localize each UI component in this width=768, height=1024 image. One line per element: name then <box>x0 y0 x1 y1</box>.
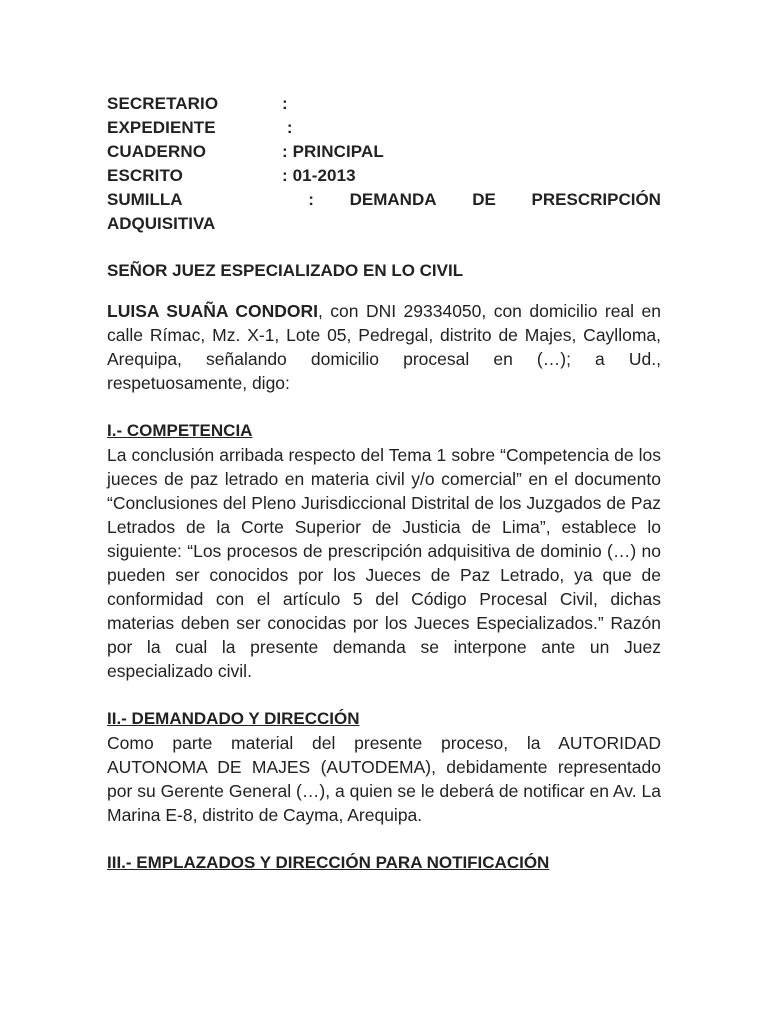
sumilla-word: PRESCRIPCIÓN <box>531 190 661 209</box>
header-value: : 01-2013 <box>282 166 356 185</box>
plaintiff-name: LUISA SUAÑA CONDORI <box>107 301 318 321</box>
header-value: : <box>282 118 293 137</box>
section-title-demandado: II.- DEMANDADO Y DIRECCIÓN <box>107 709 360 728</box>
document-page <box>107 92 661 875</box>
header-escrito <box>107 164 661 188</box>
section-body-demandado: Como parte material del presente proceso, la AUTORIDAD AUTONOMA DE MAJES (AUTODEMA), debidamente representado por su Gerente General (…), a quien se le deberá de notificar en Av. La Marina E-8, distrito de Cayma, Arequipa. <box>107 733 661 825</box>
header-key: ESCRITO <box>107 166 183 185</box>
header-cuaderno <box>107 140 661 164</box>
header-sumilla <box>107 188 661 212</box>
header-key: SECRETARIO <box>107 94 219 113</box>
addressee: SEÑOR JUEZ ESPECIALIZADO EN LO CIVIL <box>107 261 464 280</box>
sumilla-continuation: ADQUISITIVA <box>107 214 216 233</box>
header-value: : PRINCIPAL <box>282 142 384 161</box>
sumilla-word: DE <box>472 190 496 209</box>
header-key: CUADERNO <box>107 142 207 161</box>
section-title-competencia: I.- COMPETENCIA <box>107 421 253 440</box>
sumilla-word: DEMANDA <box>349 190 437 209</box>
intro-text: , con DNI 29334050, con domicilio real en calle Rímac, Mz. X-1, Lote 05, Pedregal, distrito de Majes, Caylloma, Arequipa, señalando domicilio procesal en (…); a Ud., respetuosamente, digo: <box>107 301 661 393</box>
sumilla-word: : <box>308 190 314 209</box>
header-secretario <box>107 92 661 116</box>
header-value: : <box>282 94 288 113</box>
section-title-emplazados: III.- EMPLAZADOS Y DIRECCIÓN PARA NOTIFICACIÓN <box>107 853 550 872</box>
header-key: EXPEDIENTE <box>107 118 216 137</box>
intro-paragraph <box>107 299 661 395</box>
section-body-competencia: La conclusión arribada respecto del Tema 1 sobre “Competencia de los jueces de paz letrado en materia civil y/o comercial” en el documento “Conclusiones del Pleno Jurisdiccional Distrital de los Juzgados de Paz Letrados de la Corte Superior de Justicia de Lima”, establece lo siguiente: “Los procesos de prescripción adquisitiva de dominio (…) no pueden ser conocidos por los Jueces de Paz Letrado, ya que de conformidad con el artículo 5 del Código Procesal Civil, dichas materias deben ser conocidas por los Jueces Especializados.” Razón por la cual la presente demanda se interpone ante un Juez especializado civil. <box>107 445 661 681</box>
header-expediente <box>107 116 661 140</box>
sumilla-word: SUMILLA <box>107 190 183 209</box>
